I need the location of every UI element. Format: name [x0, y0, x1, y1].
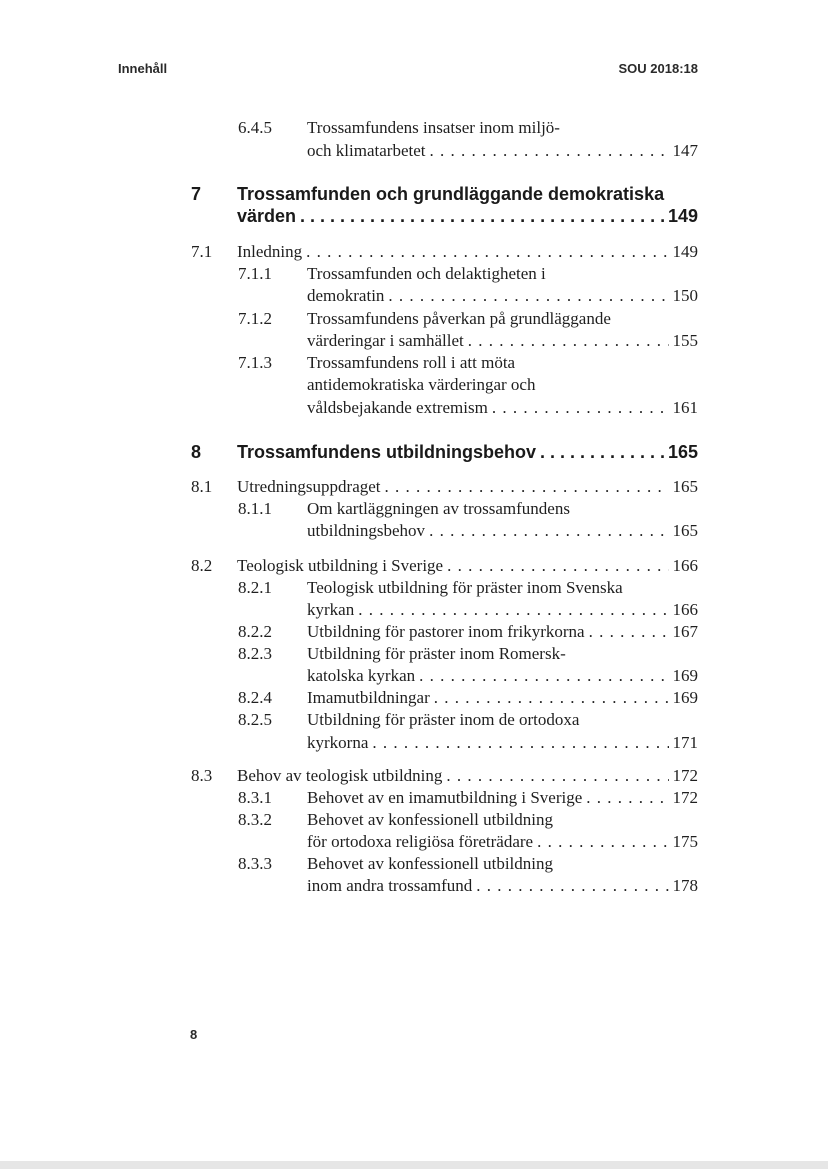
toc-entry-title: Behovet av en imamutbildning i Sverige — [307, 788, 583, 807]
dot-leader — [589, 622, 669, 642]
toc-section-number: 7.1 — [191, 242, 213, 261]
dot-leader — [537, 832, 668, 852]
toc-section-page: 172 — [672, 766, 698, 785]
toc-entry-title: Behovet av konfessionell utbildning — [307, 854, 553, 873]
toc-entry-title: Trossamfunden och delaktigheten i — [307, 264, 546, 283]
toc-entry-title-cont: våldsbejakande extremism — [307, 398, 488, 417]
toc-entry-number: 7.1.3 — [238, 353, 272, 372]
dot-leader — [429, 141, 668, 161]
toc-entry-title: Utbildning för präster inom de ortodoxa — [307, 710, 580, 729]
toc-entry-title-cont: kyrkan — [307, 600, 355, 619]
toc-section-page: 149 — [672, 242, 698, 261]
chapter-number: 7 — [191, 184, 202, 204]
toc-entry-title: Trossamfundens roll i att möta — [307, 353, 516, 372]
chapter-page: 165 — [667, 442, 698, 462]
chapter-title-cont: värden — [237, 206, 297, 226]
toc-section-number: 8.3 — [191, 766, 213, 785]
toc-entry-page: 150 — [672, 286, 698, 305]
toc-section-title: Teologisk utbildning i Sverige — [237, 556, 444, 575]
toc-section-page: 166 — [672, 556, 698, 575]
toc-entry-page: 161 — [672, 398, 698, 417]
toc-entry-title-cont: demokratin — [307, 286, 385, 305]
toc-entry-title-cont: antidemokratiska värderingar och — [307, 375, 536, 394]
toc-entry-title: Trossamfundens insatser inom miljö- — [307, 118, 560, 137]
chapter-number: 8 — [191, 442, 202, 462]
toc-entry-number: 8.2.3 — [238, 644, 272, 663]
dot-leader — [476, 876, 668, 896]
dot-leader — [429, 521, 668, 541]
toc-entry-number: 7.1.2 — [238, 309, 272, 328]
toc-entry-title: Utbildning för pastorer inom frikyrkorna — [307, 622, 585, 641]
toc-entry-title: Trossamfundens påverkan på grundläggande — [307, 309, 611, 328]
running-header-report-id: SOU 2018:18 — [618, 61, 698, 76]
toc-entry-number: 6.4.5 — [238, 118, 272, 137]
toc-section-number: 8.2 — [191, 556, 213, 575]
toc-entry-number: 8.2.2 — [238, 622, 272, 641]
toc-entry-title-cont: katolska kyrkan — [307, 666, 416, 685]
toc-entry-number: 8.2.1 — [238, 578, 272, 597]
dot-leader — [434, 688, 669, 708]
toc-entry-number: 8.2.4 — [238, 688, 272, 707]
toc-entry-number: 8.1.1 — [238, 499, 272, 518]
dot-leader — [447, 556, 668, 576]
dot-leader — [586, 788, 668, 808]
toc-entry-title-cont: och klimatarbetet — [307, 141, 426, 160]
toc-entry-title: Utbildning för präster inom Romersk- — [307, 644, 566, 663]
toc-section-title: Utredningsuppdraget — [237, 477, 381, 496]
running-header-section: Innehåll — [118, 61, 168, 76]
chapter-title: Trossamfunden och grundläggande demokratiska — [237, 184, 665, 204]
toc-entry-page: 147 — [672, 141, 698, 160]
toc-entry-number: 8.3.3 — [238, 854, 272, 873]
chapter-title: Trossamfundens utbildningsbehov — [237, 442, 537, 462]
dot-leader — [306, 242, 668, 262]
dot-leader — [540, 442, 664, 463]
toc-entry-page: 171 — [672, 733, 698, 752]
scan-edge — [0, 1161, 828, 1169]
toc-entry-number: 7.1.1 — [238, 264, 272, 283]
toc-section-page: 165 — [672, 477, 698, 496]
dot-leader — [468, 331, 669, 351]
toc-entry-number: 8.2.5 — [238, 710, 272, 729]
dot-leader — [358, 600, 668, 620]
toc-entry-page: 169 — [672, 666, 698, 685]
dot-leader — [388, 286, 668, 306]
toc-entry-title: Imamutbildningar — [307, 688, 430, 707]
toc-entry-page: 165 — [672, 521, 698, 540]
toc-entry-title: Om kartläggningen av trossamfundens — [307, 499, 570, 518]
dot-leader — [419, 666, 668, 686]
toc-entry-page: 169 — [672, 688, 698, 707]
toc-entry-number: 8.3.1 — [238, 788, 272, 807]
toc-entry-page: 175 — [672, 832, 698, 851]
dot-leader — [385, 477, 669, 497]
page-number: 8 — [190, 1027, 198, 1042]
toc-entry-page: 166 — [672, 600, 698, 619]
dot-leader — [446, 766, 668, 786]
toc-entry-page: 167 — [672, 622, 698, 641]
toc-entry-page: 178 — [672, 876, 698, 895]
dot-leader — [300, 206, 664, 227]
toc-entry-title: Behovet av konfessionell utbildning — [307, 810, 553, 829]
toc-section-title: Inledning — [237, 242, 303, 261]
toc-entry-title-cont: kyrkorna — [307, 733, 369, 752]
toc-entry-title-cont: utbildningsbehov — [307, 521, 426, 540]
toc-entry-number: 8.3.2 — [238, 810, 272, 829]
toc-entry-page: 172 — [672, 788, 698, 807]
toc-entry-title-cont: inom andra trossamfund — [307, 876, 473, 895]
chapter-page: 149 — [667, 206, 698, 226]
toc-entry-title-cont: värderingar i samhället — [307, 331, 464, 350]
toc-section-title: Behov av teologisk utbildning — [237, 766, 443, 785]
toc-section-number: 8.1 — [191, 477, 213, 496]
dot-leader — [372, 733, 668, 753]
toc-entry-title-cont: för ortodoxa religiösa företrädare — [307, 832, 534, 851]
toc-entry-page: 155 — [672, 331, 698, 350]
toc-entry-title: Teologisk utbildning för präster inom Svenska — [307, 578, 623, 597]
dot-leader — [492, 398, 669, 418]
